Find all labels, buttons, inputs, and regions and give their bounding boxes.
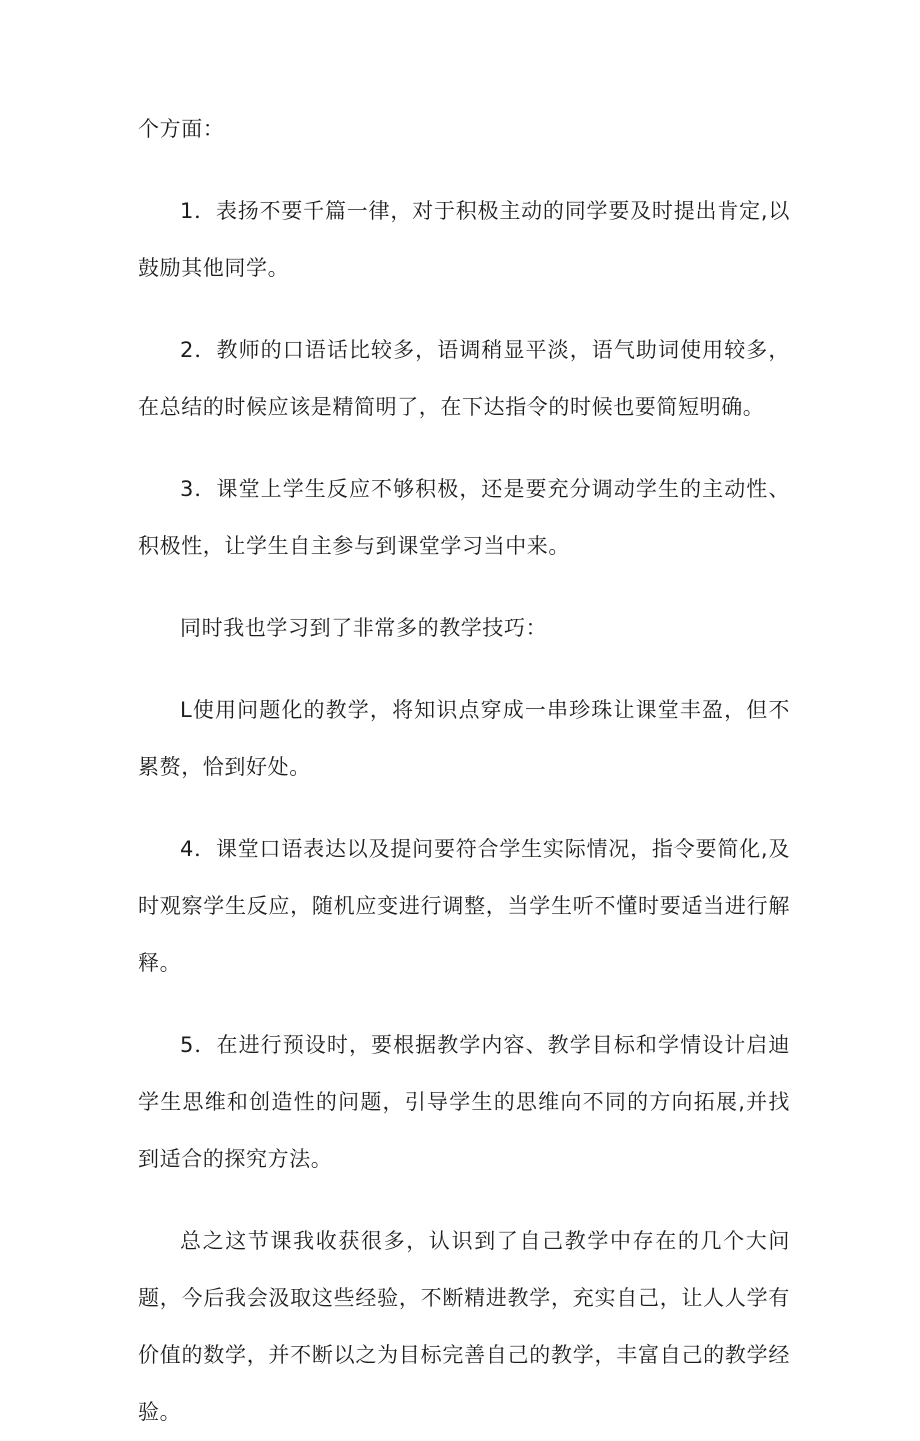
paragraph-intro-fragment: 个方面： [138, 117, 225, 141]
paragraph-point-1: 1．表扬不要千篇一律，对于积极主动的同学要及时提出肯定,以鼓励其他同学。 [138, 199, 790, 280]
paragraph-point-2: 2．教师的口语话比较多，语调稍显平淡，语气助词使用较多，在总结的时候应该是精简明了，在下达指令的时候也要简短明确。 [138, 338, 790, 419]
paragraph-point-3: 3．课堂上学生反应不够积极，还是要充分调动学生的主动性、积极性，让学生自主参与到课堂学习当中来。 [138, 477, 790, 558]
paragraph-skill-l: L使用问题化的教学，将知识点穿成一串珍珠让课堂丰盈，但不累赘，恰到好处。 [138, 698, 790, 779]
document-body [138, 101, 790, 1441]
paragraph-conclusion: 总之这节课我收获很多，认识到了自己教学中存在的几个大问题，今后我会汲取这些经验，不断精进教学，充实自己，让人人学有价值的数学，并不断以之为目标完善自己的教学，丰富自己的教学经验。 [138, 1229, 790, 1424]
paragraph-skills-intro: 同时我也学习到了非常多的教学技巧： [180, 616, 548, 640]
paragraph-skill-5: 5．在进行预设时，要根据教学内容、教学目标和学情设计启迪学生思维和创造性的问题，引导学生的思维向不同的方向拓展,并找到适合的探究方法。 [138, 1033, 790, 1171]
paragraph-skill-4: 4．课堂口语表达以及提问要符合学生实际情况，指令要简化,及时观察学生反应，随机应变进行调整，当学生听不懂时要适当进行解释。 [138, 837, 790, 975]
